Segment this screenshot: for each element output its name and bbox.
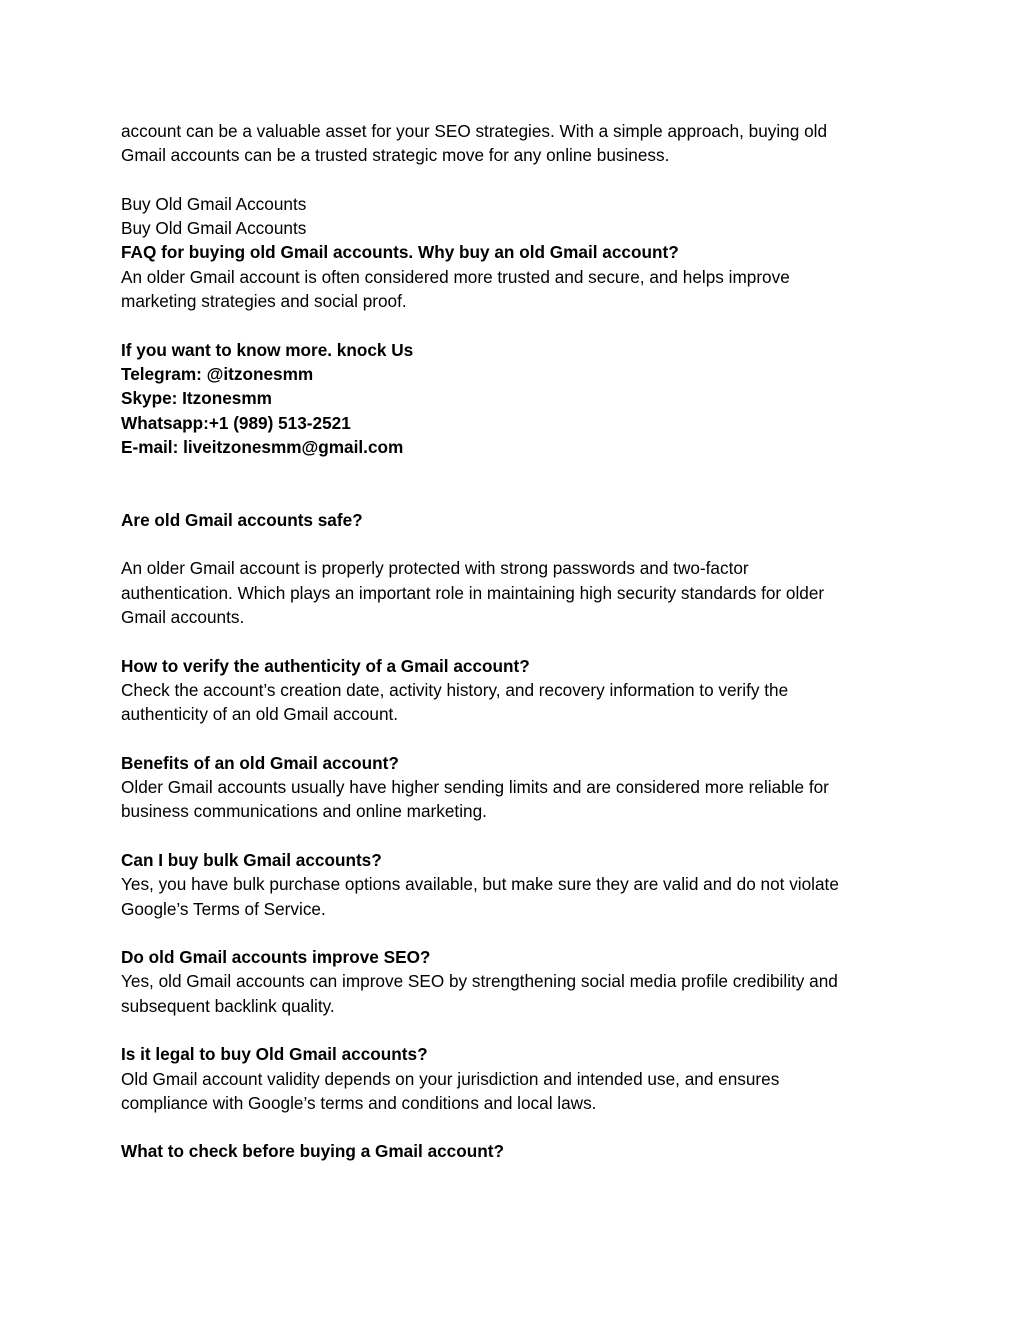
faq-answer-line: Yes, you have bulk purchase options available, but make sure they are valid and do not violate <box>121 874 839 895</box>
contact-heading: If you want to know more. knock Us <box>121 339 414 360</box>
faq-answer-line: authentication. Which plays an important role in maintaining high security standards for older <box>121 582 825 603</box>
contact-whatsapp: Whatsapp:+1 (989) 513-2521 <box>121 412 351 433</box>
buy-line: Buy Old Gmail Accounts <box>121 218 307 239</box>
intro-paragraph <box>121 119 911 168</box>
faq-answer-line: Gmail accounts. <box>121 606 245 627</box>
faq-answer-line: business communications and online marketing. <box>121 801 487 822</box>
faq-question: Is it legal to buy Old Gmail accounts? <box>121 1044 428 1065</box>
buy-line: Buy Old Gmail Accounts <box>121 193 307 214</box>
blank-line <box>121 921 911 945</box>
faq-item <box>121 1139 911 1163</box>
intro-line: account can be a valuable asset for your SEO strategies. With a simple approach, buying old <box>121 121 828 141</box>
faq-answer-line: Yes, old Gmail accounts can improve SEO by strengthening social media profile credibility and <box>121 971 838 992</box>
faq-question: Can I buy bulk Gmail accounts? <box>121 849 382 870</box>
blank-lines <box>121 459 911 508</box>
faq-answer-line: Check the account’s creation date, activity history, and recovery information to verify the <box>121 679 789 700</box>
contact-email: E-mail: liveitzonesmm@gmail.com <box>121 436 404 457</box>
contact-skype: Skype: Itzonesmm <box>121 388 272 409</box>
faq-item <box>121 945 911 1018</box>
document-body <box>121 119 911 1164</box>
faq-item <box>121 751 911 824</box>
faq-answer-line: Old Gmail account validity depends on your jurisdiction and intended use, and ensures <box>121 1068 780 1089</box>
faq-answer <box>121 556 911 629</box>
faq-intro-line: marketing strategies and social proof. <box>121 291 407 312</box>
faq-answer-line: subsequent backlink quality. <box>121 995 335 1016</box>
contact-block <box>121 338 911 459</box>
blank-line <box>121 824 911 848</box>
faq-question: Do old Gmail accounts improve SEO? <box>121 947 431 968</box>
faq-answer-line: authenticity of an old Gmail account. <box>121 704 399 725</box>
faq-intro-line: An older Gmail account is often considered more trusted and secure, and helps improve <box>121 266 790 287</box>
faq-item <box>121 654 911 727</box>
blank-line <box>121 313 911 337</box>
faq-question: What to check before buying a Gmail account? <box>121 1141 504 1162</box>
blank-line <box>121 1018 911 1042</box>
faq-question: How to verify the authenticity of a Gmail account? <box>121 655 530 676</box>
faq-answer-line: Older Gmail accounts usually have higher sending limits and are considered more reliable for <box>121 777 829 798</box>
faq-answer-line: An older Gmail account is properly protected with strong passwords and two-factor <box>121 558 749 579</box>
blank-line <box>121 629 911 653</box>
intro-line: Gmail accounts can be a trusted strategic move for any online business. <box>121 145 670 166</box>
faq-item <box>121 508 911 532</box>
blank-line <box>121 726 911 750</box>
faq-question: Are old Gmail accounts safe? <box>121 509 363 530</box>
faq-answer-line: Google’s Terms of Service. <box>121 898 326 919</box>
blank-line <box>121 168 911 192</box>
buy-lines <box>121 192 911 313</box>
faq-item <box>121 848 911 921</box>
blank-line <box>121 1115 911 1139</box>
faq-heading: FAQ for buying old Gmail accounts. Why buy an old Gmail account? <box>121 242 679 263</box>
faq-answer-line: compliance with Google’s terms and conditions and local laws. <box>121 1092 597 1113</box>
faq-question: Benefits of an old Gmail account? <box>121 752 399 773</box>
faq-item <box>121 1042 911 1115</box>
blank-line <box>121 532 911 556</box>
contact-telegram: Telegram: @itzonesmm <box>121 363 314 384</box>
